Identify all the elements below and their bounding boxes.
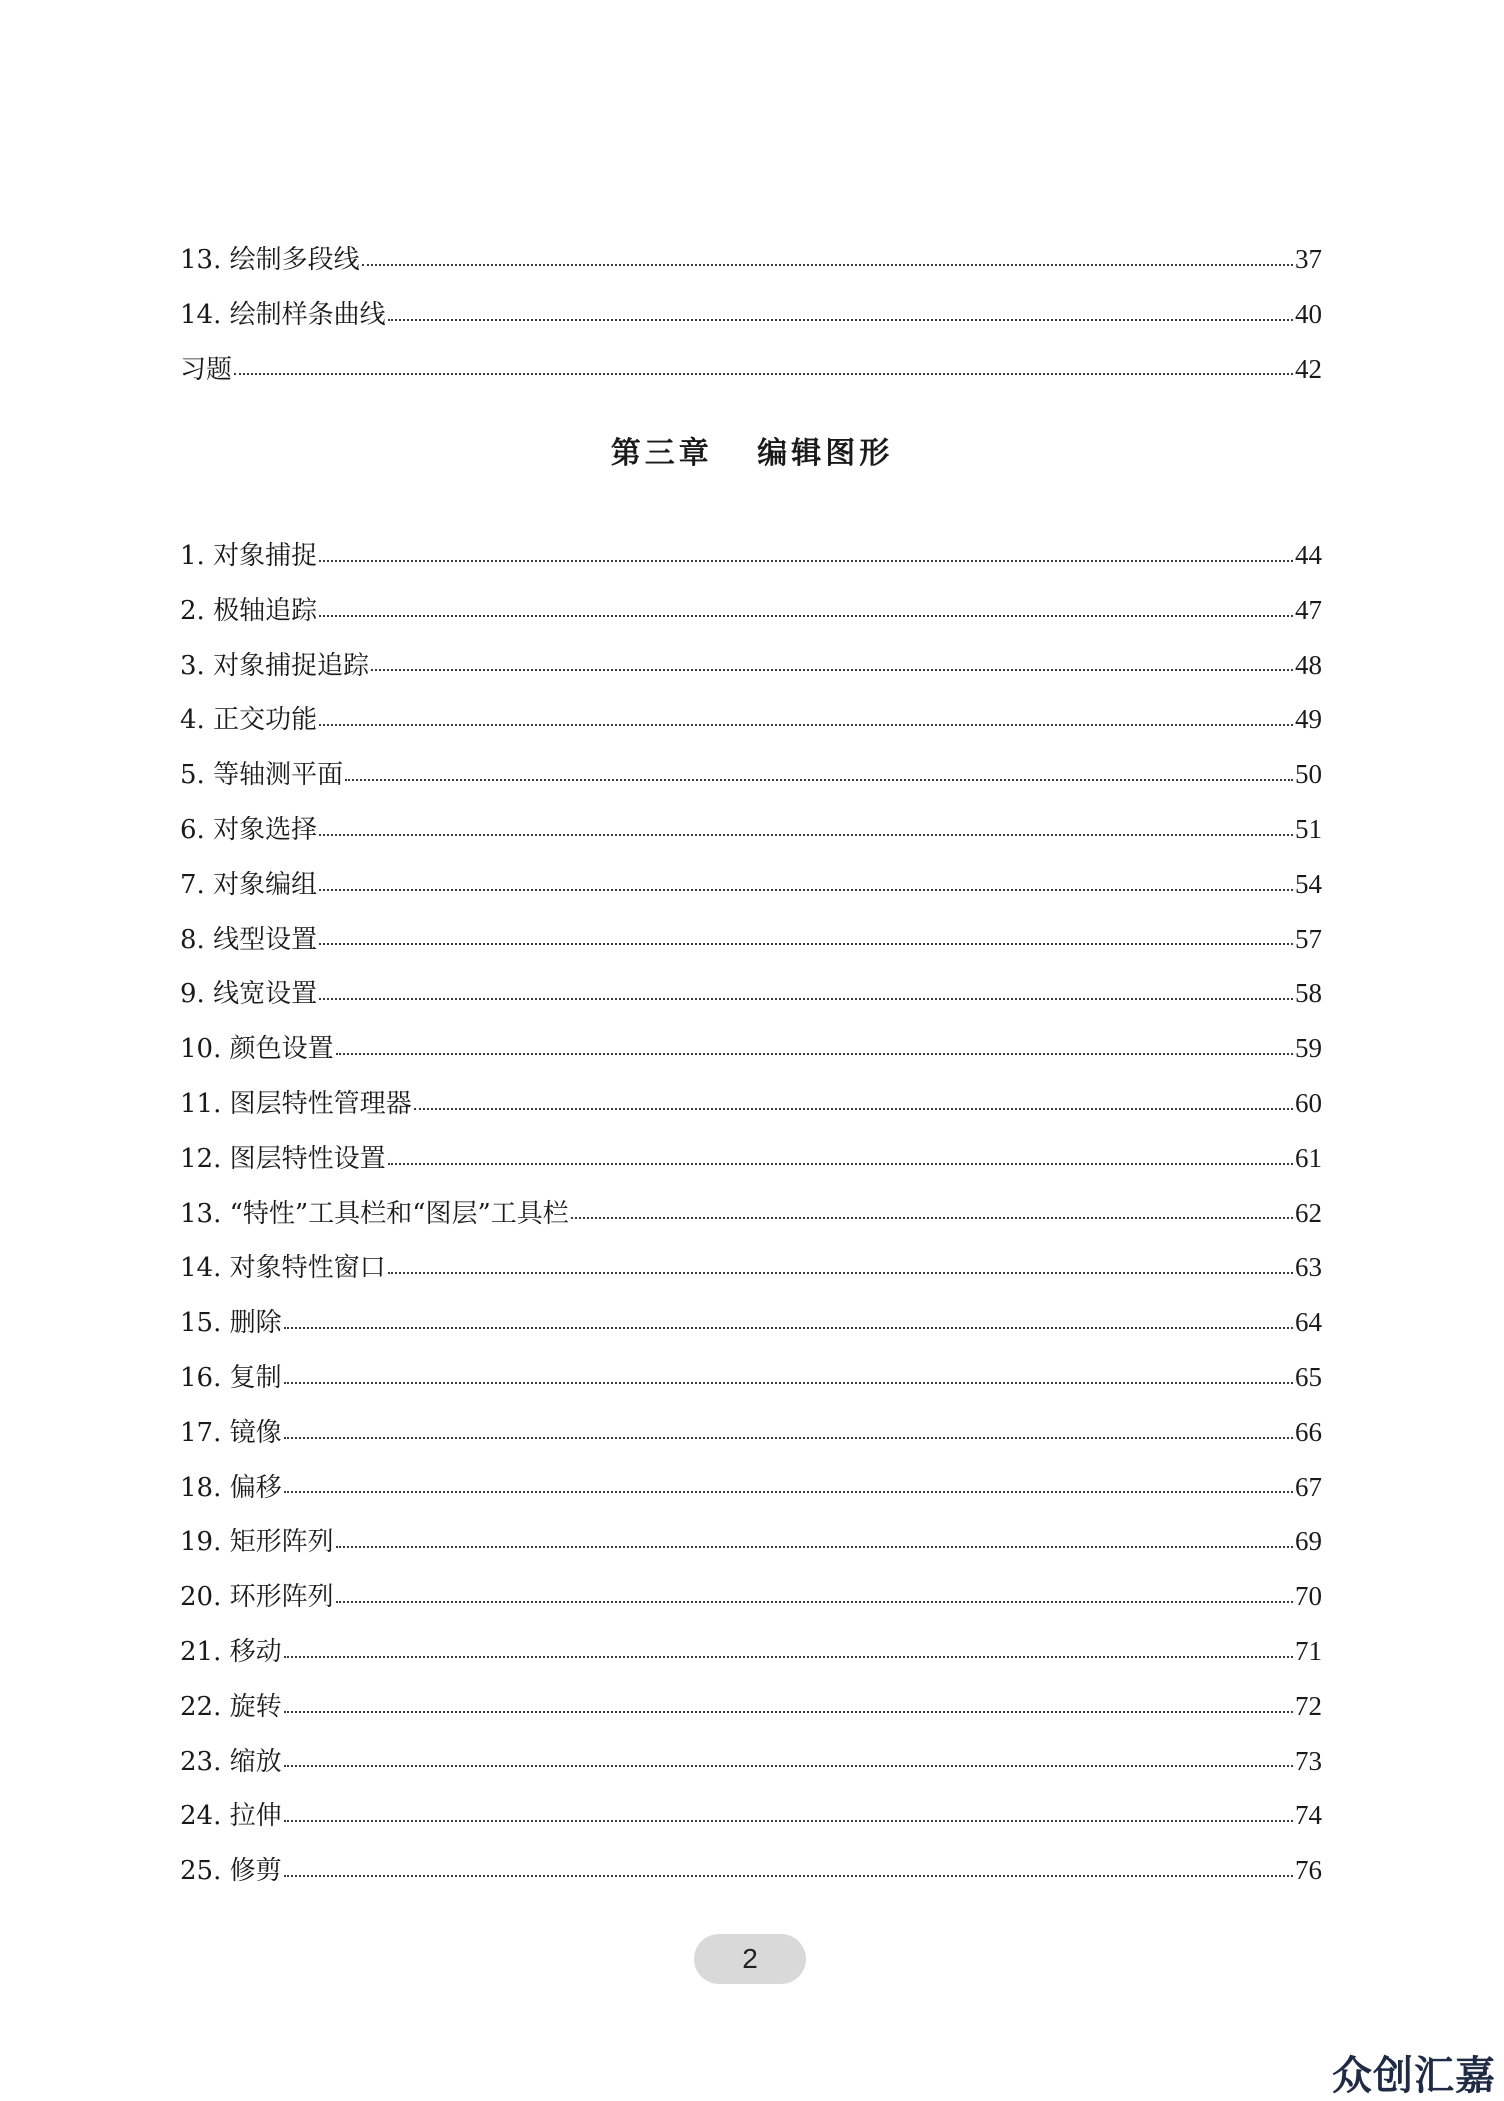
toc-entry-page: 60 bbox=[1295, 1087, 1322, 1118]
toc-entry-page: 73 bbox=[1295, 1745, 1322, 1776]
toc-entry[interactable] bbox=[180, 1350, 1322, 1405]
dot-leader bbox=[362, 264, 1293, 266]
dot-leader bbox=[284, 1437, 1293, 1439]
toc-entry-page: 58 bbox=[1295, 978, 1322, 1009]
toc-entry[interactable] bbox=[180, 1405, 1322, 1460]
toc-entry[interactable] bbox=[180, 583, 1322, 638]
toc-entry-title: 8. 线型设置 bbox=[180, 924, 318, 955]
toc-entry-title: 14. 对象特性窗口 bbox=[180, 1253, 386, 1284]
dot-leader bbox=[284, 1327, 1293, 1329]
toc-entry-title: 5. 等轴测平面 bbox=[180, 760, 344, 791]
page-number: 2 bbox=[694, 1934, 806, 1984]
toc-entry-title: 习题 bbox=[180, 354, 233, 385]
toc-entry-page: 72 bbox=[1295, 1690, 1322, 1721]
toc-entry-title: 10. 颜色设置 bbox=[180, 1034, 334, 1065]
toc-entry-page: 40 bbox=[1295, 298, 1322, 329]
toc-entry-title: 13. 绘制多段线 bbox=[180, 245, 360, 275]
toc-entry[interactable] bbox=[180, 857, 1322, 912]
toc-entry[interactable] bbox=[180, 1460, 1322, 1515]
dot-leader bbox=[234, 373, 1293, 375]
toc-entry[interactable] bbox=[180, 747, 1322, 802]
toc-entry[interactable] bbox=[180, 342, 1322, 397]
dot-leader bbox=[284, 1875, 1293, 1877]
toc-entry-title: 1. 对象捕捉 bbox=[180, 541, 318, 571]
toc-entry[interactable] bbox=[180, 287, 1322, 342]
toc-entry[interactable] bbox=[180, 1788, 1322, 1843]
toc-entry-page: 71 bbox=[1295, 1635, 1322, 1666]
toc-entry[interactable] bbox=[180, 1076, 1322, 1131]
toc-entry-title: 15. 删除 bbox=[180, 1308, 282, 1339]
toc-entry-title: 11. 图层特性管理器 bbox=[180, 1088, 412, 1119]
dot-leader bbox=[319, 834, 1293, 836]
dot-leader bbox=[284, 1491, 1293, 1493]
toc-entry-page: 64 bbox=[1295, 1307, 1322, 1338]
toc-entry[interactable] bbox=[180, 1295, 1322, 1350]
dot-leader bbox=[336, 1053, 1293, 1055]
toc-entry-title: 7. 对象编组 bbox=[180, 869, 318, 900]
toc-entry-title: 18. 偏移 bbox=[180, 1472, 282, 1503]
toc-entry[interactable] bbox=[180, 1734, 1322, 1789]
toc-entry-title: 24. 拉伸 bbox=[180, 1801, 282, 1832]
toc-entry[interactable] bbox=[180, 528, 1322, 583]
dot-leader bbox=[319, 889, 1293, 891]
toc-entry[interactable] bbox=[180, 1679, 1322, 1734]
dot-leader bbox=[388, 1163, 1293, 1165]
toc-entry-page: 49 bbox=[1295, 704, 1322, 735]
dot-leader bbox=[319, 998, 1293, 1000]
dot-leader bbox=[284, 1711, 1293, 1713]
toc-entry[interactable] bbox=[180, 638, 1322, 693]
toc-entry-page: 70 bbox=[1295, 1581, 1322, 1612]
dot-leader bbox=[284, 1765, 1293, 1767]
toc-entry-page: 74 bbox=[1295, 1800, 1322, 1831]
dot-leader bbox=[336, 1546, 1293, 1548]
toc-entry[interactable] bbox=[180, 802, 1322, 857]
dot-leader bbox=[284, 1656, 1293, 1658]
toc-entry-title: 14. 绘制样条曲线 bbox=[180, 299, 386, 330]
toc-entry-title: 9. 线宽设置 bbox=[180, 979, 318, 1010]
toc-entry[interactable] bbox=[180, 1843, 1322, 1898]
dot-leader bbox=[284, 1820, 1293, 1822]
toc-entry-title: 23. 缩放 bbox=[180, 1746, 282, 1777]
toc-entry-page: 47 bbox=[1295, 594, 1322, 625]
toc-entry-title: 3. 对象捕捉追踪 bbox=[180, 650, 370, 681]
toc-entry-page: 44 bbox=[1295, 540, 1322, 570]
toc-entry-page: 59 bbox=[1295, 1033, 1322, 1064]
toc-entry-page: 42 bbox=[1295, 353, 1322, 384]
toc-entry-page: 76 bbox=[1295, 1855, 1322, 1886]
watermark-logo: 众创汇嘉 bbox=[1332, 2053, 1496, 2099]
toc-entry-title: 21. 移动 bbox=[180, 1636, 282, 1667]
toc-entry-page: 61 bbox=[1295, 1142, 1322, 1173]
toc-entry-title: 4. 正交功能 bbox=[180, 705, 318, 736]
dot-leader bbox=[319, 724, 1293, 726]
toc-entry-page: 51 bbox=[1295, 813, 1322, 844]
dot-leader bbox=[319, 560, 1293, 562]
toc-entry[interactable] bbox=[180, 1569, 1322, 1624]
toc-entry-title: 19. 矩形阵列 bbox=[180, 1527, 334, 1558]
toc-entry[interactable] bbox=[180, 1624, 1322, 1679]
toc-entry-page: 66 bbox=[1295, 1416, 1322, 1447]
toc-entry-page: 48 bbox=[1295, 649, 1322, 680]
dot-leader bbox=[414, 1108, 1293, 1110]
toc-entry-title: 20. 环形阵列 bbox=[180, 1582, 334, 1613]
toc-section-previous bbox=[180, 232, 1322, 396]
dot-leader bbox=[336, 1601, 1293, 1603]
toc-entry-page: 62 bbox=[1295, 1197, 1322, 1228]
toc-entry-page: 57 bbox=[1295, 923, 1322, 954]
dot-leader bbox=[388, 319, 1293, 321]
toc-entry[interactable] bbox=[180, 1514, 1322, 1569]
dot-leader bbox=[319, 615, 1293, 617]
toc-entry-page: 69 bbox=[1295, 1526, 1322, 1557]
toc-entry-title: 13. “特性”工具栏和“图层”工具栏 bbox=[180, 1198, 569, 1229]
dot-leader bbox=[388, 1272, 1293, 1274]
dot-leader bbox=[571, 1217, 1293, 1219]
toc-entry-title: 22. 旋转 bbox=[180, 1691, 282, 1722]
toc-entry-title: 6. 对象选择 bbox=[180, 814, 318, 845]
toc-entry[interactable] bbox=[180, 1131, 1322, 1186]
dot-leader bbox=[319, 943, 1293, 945]
toc-entry-title: 12. 图层特性设置 bbox=[180, 1143, 386, 1174]
toc-entry[interactable] bbox=[180, 966, 1322, 1021]
toc-entry-page: 54 bbox=[1295, 868, 1322, 899]
toc-entry[interactable] bbox=[180, 692, 1322, 747]
dot-leader bbox=[284, 1382, 1293, 1384]
dot-leader bbox=[371, 669, 1293, 671]
toc-section-chapter-3 bbox=[180, 528, 1322, 1898]
toc-entry[interactable] bbox=[180, 912, 1322, 967]
toc-entry-title: 2. 极轴追踪 bbox=[180, 595, 318, 626]
toc-entry-page: 50 bbox=[1295, 759, 1322, 790]
dot-leader bbox=[345, 779, 1293, 781]
toc-entry-title: 25. 修剪 bbox=[180, 1856, 282, 1887]
toc-entry-title: 17. 镜像 bbox=[180, 1417, 282, 1448]
chapter-title: 第三章 编辑图形 bbox=[610, 436, 894, 471]
toc-entry-page: 37 bbox=[1295, 244, 1322, 274]
toc-entry-page: 63 bbox=[1295, 1252, 1322, 1283]
toc-entry[interactable] bbox=[180, 1021, 1322, 1076]
toc-entry[interactable] bbox=[180, 232, 1322, 287]
toc-entry[interactable] bbox=[180, 1186, 1322, 1241]
toc-entry-title: 16. 复制 bbox=[180, 1362, 282, 1393]
toc-entry-page: 67 bbox=[1295, 1471, 1322, 1502]
toc-entry-page: 65 bbox=[1295, 1361, 1322, 1392]
toc-entry[interactable] bbox=[180, 1240, 1322, 1295]
